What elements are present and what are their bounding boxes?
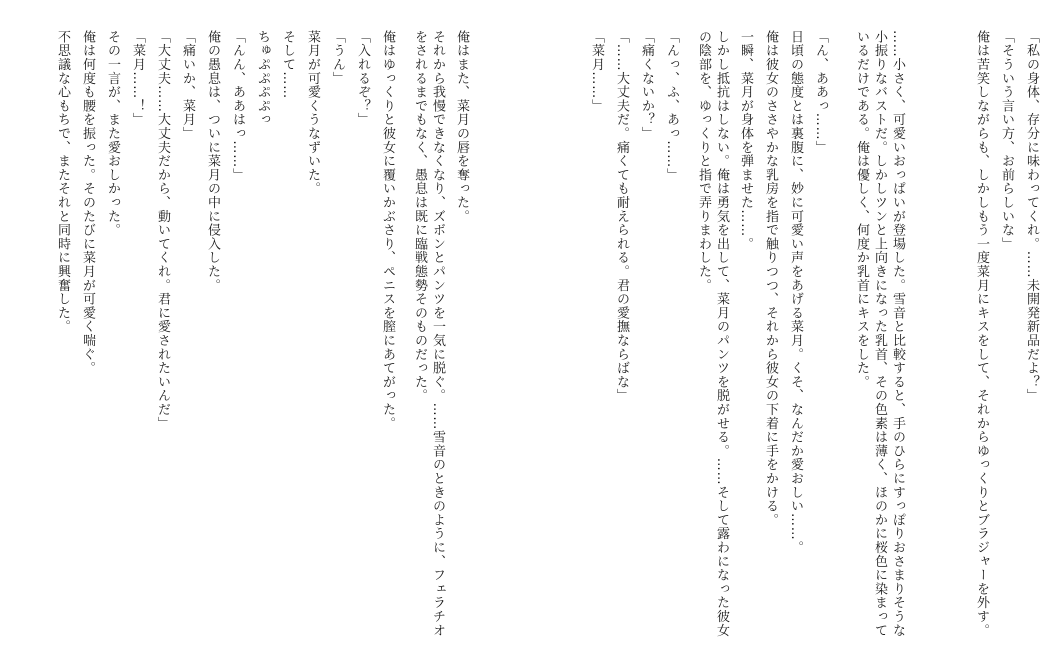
paragraph: 俺は苦笑しながらも、しかしもう一度菜月にキスをして、それからゆっくりとブラジャーを外す。 [974,30,989,638]
text-column: 俺は彼女のささやかな乳房を指で触りつつ、それから彼女の下着に手をかける。 [763,30,778,527]
text-column: 一瞬、菜月が身体を弾ませた……。 [738,30,753,251]
sound-effect: ちゅぷぷぷぷっ [255,30,270,127]
text-column: 不思議な心もちで、またそれと同時に興奮した。 [55,30,70,334]
text-column: 「大丈夫……大丈夫だから、動いてくれ。君に愛されたいんだ」 [155,30,170,431]
text-column: 俺の愚息は、ついに菜月の中に侵入した。 [205,30,220,293]
text-column: 俺はゆっくりと彼女に覆いかぶさり、ペニスを膣にあてがった。 [380,30,395,431]
text-column: 「……大丈夫だ。痛くても耐えられる。君の愛撫ならばな」 [614,30,629,403]
text-column: 「菜月……」 [589,30,604,113]
text-column: 「入れるぞ？」 [355,30,370,127]
text-column: 日頃の態度とは裏腹に、妙に可愛い声をあげる菜月。くそ、なんだか愛おしい……。 [788,30,803,555]
text-column: そして…… [280,30,295,99]
text-column: 「んん、ああはっ……」 [230,30,245,182]
text-column: その一言が、また愛おしかった。 [105,30,120,237]
paragraph: しかし抵抗はしない。俺は勇気を出して、菜月のパンツを脱がせる。……そして露わになった彼女の陰部を、ゆっくりと指で弄りまわした。 [696,30,729,638]
text-column: 「痛いか、菜月」 [180,30,195,141]
text-column: 「ん、ああっ……」 [813,30,828,155]
text-column: 菜月が可愛くうなずいた。 [305,30,320,196]
text-column: 「私の身体、存分に味わってくれ。……未開発新品だよ？」 [1024,30,1039,403]
text-column: 「菜月……！」 [130,30,145,127]
paragraph: それから我慢できなくなり、ズボンとパンツを一気に脱ぐ。……雪音のときのように、フェラチオをされるまでもなく、愚息は既に臨戦態勢そのものだった。 [412,30,445,638]
text-column: 「うん」 [330,30,345,86]
text-column: 俺は何度も腰を振った。そのたびに菜月が可愛く喘ぐ。 [80,30,95,375]
text-column: 俺はまた、菜月の唇を奪った。 [454,30,469,224]
text-column: 「痛くないか？」 [639,30,654,141]
text-column: 「そういう言い方、お前らしいな」 [999,30,1014,251]
paragraph: ……小さく、可愛いおっぱいが登場した。雪音と比較すると、手のひらにすっぽりおさまりそうな小振りなバストだ。しかしツンと上向きになった乳首、その色素は薄く、ほのかに桜色に染まっているだけである。俺は優しく、何度か乳首にキスをした。 [854,30,905,638]
text-column: 「んっ、ふ、あっ……」 [664,30,679,182]
